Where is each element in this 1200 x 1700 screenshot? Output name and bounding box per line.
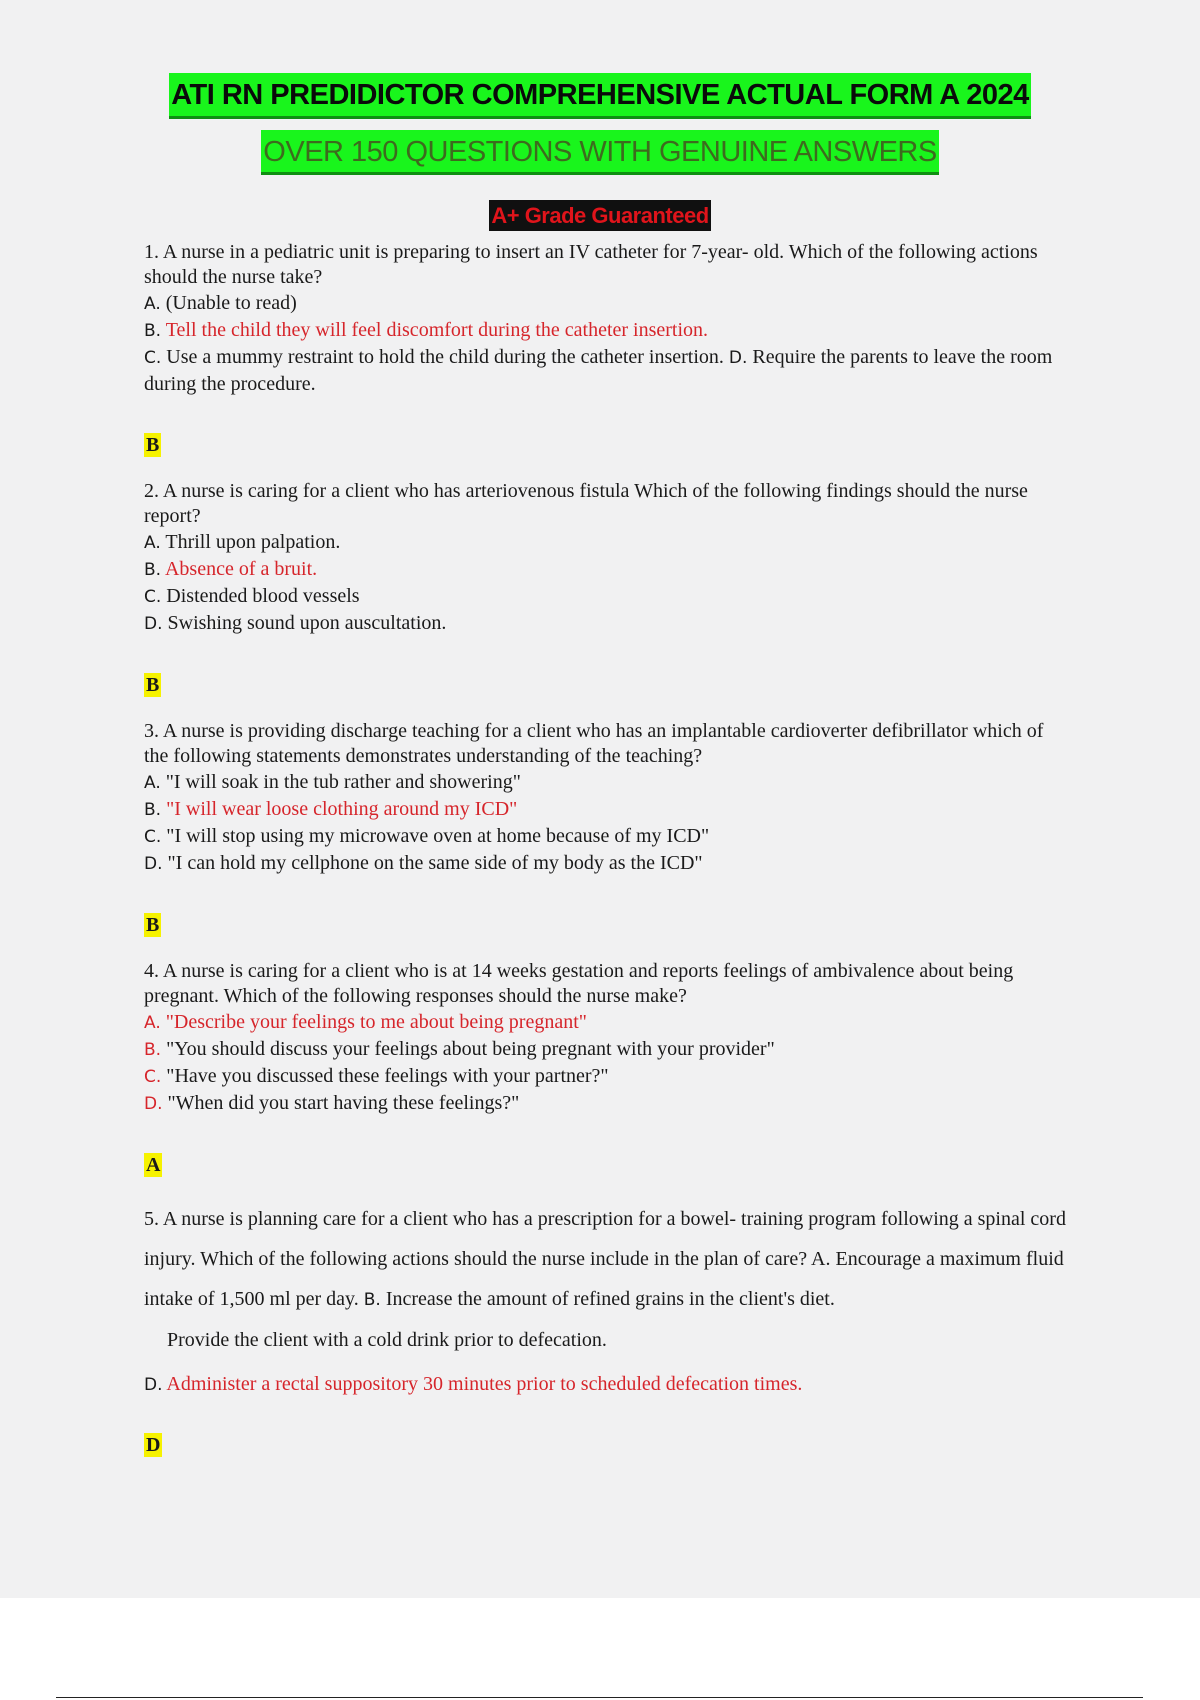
option-c bbox=[144, 1063, 1069, 1090]
option-letter: C. bbox=[144, 348, 162, 368]
option-d bbox=[144, 610, 1069, 637]
option-text: (Unable to read) bbox=[165, 292, 297, 314]
question-block bbox=[144, 719, 1069, 959]
option-text: Thrill upon palpation. bbox=[165, 531, 341, 553]
option-text: Increase the amount of refined grains in the client's diet. bbox=[385, 1288, 835, 1310]
option-b bbox=[144, 317, 1069, 344]
option-b bbox=[144, 556, 1069, 583]
option-text: "You should discuss your feelings about being pregnant with your provider" bbox=[166, 1038, 775, 1060]
option-letter: D. bbox=[144, 1375, 163, 1395]
option-letter: A. bbox=[144, 533, 161, 553]
option-c bbox=[144, 583, 1069, 610]
question-stem: 2. A nurse is caring for a client who has arteriovenous fistula Which of the following findings should the nurse report? bbox=[144, 480, 1028, 527]
question-stem: 4. A nurse is caring for a client who is at 14 weeks gestation and reports feelings of ambivalence about being pregnant. Which of the following responses should the nurse make? bbox=[144, 960, 1014, 1007]
option-d bbox=[144, 1090, 1069, 1117]
option-c: Provide the client with a cold drink prior to defecation. bbox=[167, 1329, 607, 1351]
option-b bbox=[144, 1036, 1069, 1063]
option-letter: C. bbox=[144, 1067, 162, 1087]
option-b bbox=[144, 796, 1069, 823]
grade-badge bbox=[0, 200, 1200, 231]
document-subtitle-text: OVER 150 QUESTIONS WITH GENUINE ANSWERS bbox=[261, 130, 938, 175]
option-letter: D. bbox=[728, 348, 748, 368]
question-block bbox=[144, 479, 1069, 719]
option-text: "Have you discussed these feelings with your partner?" bbox=[166, 1065, 609, 1087]
option-text-correct: "Describe your feelings to me about being pregnant" bbox=[165, 1011, 587, 1033]
option-letter: D. bbox=[144, 614, 163, 634]
footer-divider bbox=[56, 1697, 1143, 1698]
question-list bbox=[144, 240, 1069, 1479]
option-text-correct: Administer a rectal suppository 30 minutes prior to scheduled defecation times. bbox=[166, 1373, 803, 1395]
option-text: Swishing sound upon auscultation. bbox=[167, 612, 447, 634]
option-c bbox=[144, 344, 1069, 397]
option-a bbox=[144, 290, 1069, 317]
answer-key: B bbox=[146, 914, 160, 936]
question-block bbox=[144, 1199, 1069, 1479]
document-subtitle bbox=[0, 130, 1200, 175]
question-stem bbox=[144, 1199, 1069, 1320]
option-letter: A. bbox=[144, 1013, 161, 1033]
answer-key: B bbox=[146, 674, 160, 696]
option-letter: B. bbox=[144, 560, 162, 580]
option-letter: C. bbox=[144, 587, 162, 607]
option-letter: C. bbox=[144, 827, 162, 847]
option-letter: B. bbox=[144, 1040, 162, 1060]
option-letter: B. bbox=[363, 1290, 381, 1310]
option-text-correct: "I will wear loose clothing around my ICD" bbox=[166, 798, 518, 820]
option-a bbox=[144, 529, 1069, 556]
option-letter: A. bbox=[144, 773, 161, 793]
option-letter: D. bbox=[144, 1094, 163, 1114]
option-d bbox=[144, 1364, 1069, 1405]
option-text: "I will stop using my microwave oven at home because of my ICD" bbox=[166, 825, 710, 847]
option-letter: B. bbox=[144, 321, 162, 341]
option-text-correct: Tell the child they will feel discomfort during the catheter insertion. bbox=[165, 319, 709, 341]
option-text: "I can hold my cellphone on the same side of my body as the ICD" bbox=[167, 852, 703, 874]
option-letter: D. bbox=[144, 854, 163, 874]
option-letter: B. bbox=[144, 800, 162, 820]
document-title bbox=[0, 73, 1200, 119]
option-text: Use a mummy restraint to hold the child during the catheter insertion. bbox=[166, 346, 724, 368]
answer-key: B bbox=[146, 434, 160, 456]
question-stem-text: 5. A nurse is planning care for a client who has a prescription for a bowel- training program following a spinal cord injury. Which of the following actions should the nurse include in the plan of care? A. Encourage a maximum fluid intake of 1,500 ml per day. bbox=[144, 1208, 1066, 1310]
option-text: Require the parents to leave the room during the procedure. bbox=[144, 346, 1053, 395]
document-title-text: ATI RN PREDIDICTOR COMPREHENSIVE ACTUAL FORM A 2024 bbox=[169, 73, 1031, 119]
question-block bbox=[144, 959, 1069, 1199]
option-letter: A. bbox=[144, 294, 161, 314]
answer-key: D bbox=[146, 1434, 161, 1456]
option-text: Distended blood vessels bbox=[166, 585, 360, 607]
option-a bbox=[144, 769, 1069, 796]
grade-badge-text: A+ Grade Guaranteed bbox=[489, 200, 710, 231]
question-stem: 3. A nurse is providing discharge teaching for a client who has an implantable cardioverter defibrillator which of the following statements demonstrates understanding of the teaching? bbox=[144, 720, 1044, 767]
option-a bbox=[144, 1009, 1069, 1036]
answer-key: A bbox=[146, 1154, 161, 1176]
option-text: "When did you start having these feelings?" bbox=[167, 1092, 520, 1114]
option-text-correct: Absence of a bruit. bbox=[164, 558, 318, 580]
option-d bbox=[144, 850, 1069, 877]
question-block bbox=[144, 240, 1069, 479]
question-stem: 1. A nurse in a pediatric unit is preparing to insert an IV catheter for 7-year- old. Which of the following actions should the nurse take? bbox=[144, 241, 1038, 288]
option-c bbox=[144, 823, 1069, 850]
option-text: "I will soak in the tub rather and showering" bbox=[165, 771, 521, 793]
